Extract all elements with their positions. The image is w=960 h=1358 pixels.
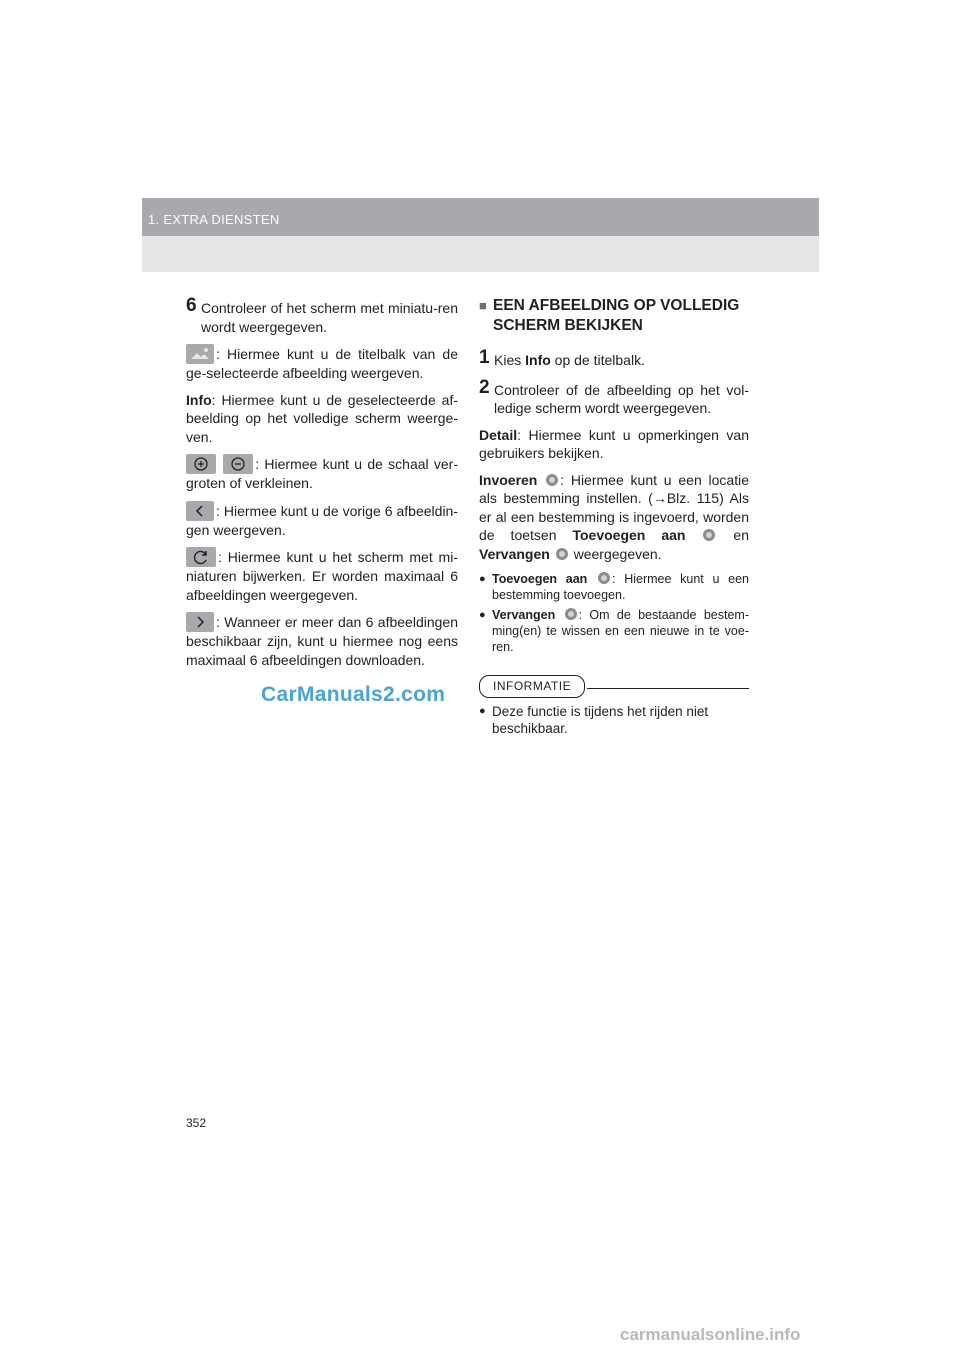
step-text: Controleer of het scherm met miniatu-ren wordt weergegeven.: [201, 300, 458, 335]
heading-text: EEN AFBEELDING OP VOLLEDIG SCHERM BEKIJKEN: [493, 297, 740, 334]
info-label: Info: [525, 352, 551, 368]
footer-watermark: carmanualsonline.info: [620, 1325, 801, 1344]
zoom-out-icon: [223, 454, 253, 474]
bullet-text: [492, 571, 749, 603]
refresh-icon: [186, 547, 216, 567]
paragraph-refresh: [186, 547, 458, 604]
radio-indicator-icon: [556, 548, 568, 560]
header-top-band: [142, 198, 819, 236]
step-2: [479, 378, 749, 418]
text: : Hiermee kunt u opmerkingen van gebruikers bekijken.: [479, 426, 749, 461]
paragraph-next: [186, 612, 458, 669]
text: : Wanneer er meer dan 6 afbeeldingen beschikbaar zijn, kunt u hiermee nog eens maximaal 6 afbeeldingen downloaden.: [186, 614, 458, 668]
text: : Hiermee kunt u de titelbalk van de ge-selecteerde afbeelding weergeven.: [186, 346, 458, 381]
text: op de titelbalk.: [550, 352, 645, 368]
image-thumbnail-icon: [186, 344, 214, 364]
chevron-right-icon: [186, 612, 214, 632]
bullet-text: [492, 607, 749, 655]
vervangen-label: Vervangen: [492, 608, 556, 622]
radio-indicator-icon: [703, 529, 715, 541]
toevoegen-label: Toevoegen aan: [492, 572, 588, 586]
zoom-in-icon: [186, 454, 216, 474]
radio-indicator-icon: [546, 474, 558, 486]
text: : Hiermee kunt u een locatie als bestemming instellen. (→Blz. 115) Als er al een bestemming is ingevoerd, worden de toetsen: [479, 471, 749, 543]
section-heading: [479, 296, 749, 336]
square-bullet-icon: ■: [479, 298, 487, 313]
text: weergegeven.: [573, 545, 662, 562]
right-column: [479, 296, 749, 737]
paragraph-info: [186, 391, 458, 447]
paragraph-invoeren: [479, 471, 749, 564]
information-text: Deze functie is tijdens het rijden niet beschikbaar.: [492, 703, 709, 736]
text: en: [717, 527, 749, 543]
step-number: 6: [186, 295, 197, 316]
bullet-dot-icon: ●: [479, 573, 486, 585]
text: : Hiermee kunt u de geselecteerde af-beelding op het volledige scherm weerge-ven.: [186, 391, 458, 445]
divider: [587, 688, 749, 689]
detail-label: Detail: [479, 426, 518, 443]
text: : Hiermee kunt u een bestemming toevoegen.: [492, 572, 749, 602]
information-label: INFORMATIE: [479, 675, 585, 698]
paragraph-zoom: [186, 454, 458, 493]
information-body: [479, 703, 749, 737]
information-box: [479, 675, 749, 737]
chevron-left-icon: [186, 501, 214, 521]
invoeren-label: Invoeren: [479, 471, 538, 488]
vervangen-label: Vervangen: [479, 545, 550, 562]
paragraph-previous: [186, 501, 458, 540]
radio-indicator-icon: [565, 608, 577, 620]
left-column: [186, 296, 458, 677]
text: : Hiermee kunt u de vorige 6 afbeeldin-gen weergeven.: [186, 502, 458, 538]
step-number: 1: [479, 347, 490, 368]
header-bar: [142, 198, 819, 272]
text: : Hiermee kunt u de schaal ver-groten of verkleinen.: [186, 456, 459, 491]
bullet-dot-icon: ●: [479, 704, 486, 717]
bullet-toevoegen: [479, 571, 749, 603]
bullet-dot-icon: ●: [479, 609, 486, 621]
step-1: [479, 348, 749, 370]
section-title: 1. EXTRA DIENSTEN: [148, 212, 280, 227]
step-number: 2: [479, 376, 490, 398]
text: Kies: [494, 352, 526, 368]
paragraph-detail: [479, 426, 749, 463]
info-label: Info: [186, 391, 212, 408]
text: : Om de bestaande bestem-ming(en) te wissen en een nieuwe in te voe-ren.: [492, 608, 749, 654]
step-text: Controleer of de afbeelding op het vol-ledige scherm wordt weergegeven.: [494, 381, 749, 416]
text: : Hiermee kunt u het scherm met mi-niaturen bijwerken. Er worden maximaal 6 afbeeldingen weergegeven.: [186, 549, 458, 603]
page-number: 352: [186, 1116, 207, 1130]
radio-indicator-icon: [598, 572, 610, 584]
toevoegen-label: Toevoegen aan: [572, 527, 686, 543]
bullet-vervangen: [479, 607, 749, 655]
step-text: [494, 348, 749, 370]
paragraph-title-bar: [186, 344, 458, 383]
watermark-logo: CarManuals2.com: [261, 683, 446, 706]
step-6: [186, 296, 458, 336]
